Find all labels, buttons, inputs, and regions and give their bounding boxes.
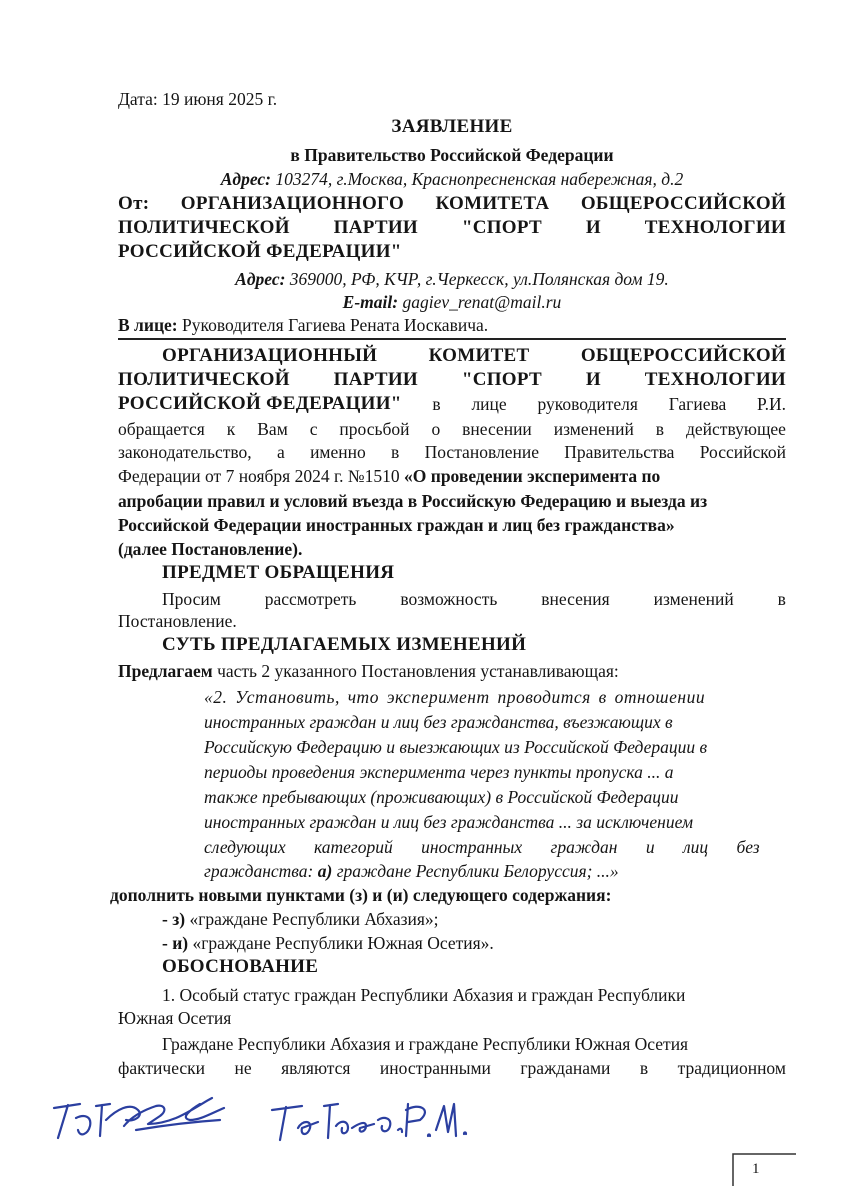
body-word: ПОЛИТИЧЕСКОЙ bbox=[118, 369, 290, 390]
representative bbox=[118, 314, 488, 336]
body-word: Российской bbox=[699, 442, 786, 462]
proposal-line bbox=[118, 660, 619, 682]
body-word: ОРГАНИЗАЦИОННЫЙ bbox=[162, 345, 378, 366]
body-word: иностранными bbox=[379, 1058, 491, 1078]
sender-email bbox=[118, 291, 786, 313]
sender-word: И bbox=[585, 217, 601, 238]
quote-line: «2. Установить, что эксперимент проводится в отношении bbox=[204, 687, 706, 707]
representative-value: Руководителя Гагиева Рената Иоскавича. bbox=[182, 315, 489, 335]
body-word: ОБЩЕРОССИЙСКОЙ bbox=[580, 345, 786, 366]
item-prefix: - з) bbox=[162, 909, 186, 929]
header-divider bbox=[118, 338, 786, 340]
body-line bbox=[118, 465, 660, 487]
body-word: Просим bbox=[162, 589, 221, 609]
body-word: в bbox=[391, 442, 400, 462]
body-word: законодательство, bbox=[118, 442, 252, 462]
item-prefix: - и) bbox=[162, 933, 189, 953]
sender-line-2 bbox=[118, 217, 786, 239]
body-word: изменений bbox=[653, 589, 734, 609]
quote-line: иностранных граждан и лиц без гражданства ... за исключением bbox=[204, 812, 694, 832]
quote-line: иностранных граждан и лиц без гражданства, въезжающих в bbox=[204, 712, 673, 732]
body-word: ПАРТИИ bbox=[333, 369, 419, 390]
body-word: рассмотреть bbox=[264, 589, 357, 609]
body-line: (далее Постановление). bbox=[118, 539, 303, 559]
body-line: Российской Федерации иностранных граждан и лиц без гражданства» bbox=[118, 515, 675, 535]
quote-text: граждане Республики Белоруссия; ...» bbox=[336, 861, 619, 881]
sender-word: ПАРТИИ bbox=[333, 217, 419, 238]
sender-address bbox=[118, 268, 786, 290]
page-number: 1 bbox=[752, 1161, 760, 1177]
proposal-text: часть 2 указанного Постановления устанавливающая: bbox=[217, 661, 619, 681]
body-word: руководителя bbox=[537, 394, 638, 414]
body-word: действующее bbox=[686, 419, 786, 439]
representative-label: В лице: bbox=[118, 315, 178, 335]
body-word: "СПОРТ bbox=[461, 369, 542, 390]
supplement-line: дополнить новыми пунктами (з) и (и) следующего содержания: bbox=[110, 885, 612, 905]
body-word: о bbox=[431, 419, 441, 439]
body-line bbox=[118, 369, 786, 391]
body-line bbox=[118, 393, 786, 415]
body-word: а bbox=[276, 442, 285, 462]
body-text: Федерации от 7 ноября 2024 г. №1510 bbox=[118, 466, 400, 486]
new-item-z bbox=[162, 908, 439, 930]
email-value: gagiev_renat@mail.ru bbox=[402, 292, 562, 312]
body-word: в bbox=[432, 394, 441, 414]
body-word: возможность bbox=[400, 589, 498, 609]
body-word: лице bbox=[471, 394, 507, 414]
section-heading-justification: ОБОСНОВАНИЕ bbox=[162, 956, 319, 977]
recipient: в Правительство Российской Федерации bbox=[290, 145, 614, 165]
item-text: «граждане Республики Южная Осетия». bbox=[192, 933, 494, 953]
body-line bbox=[162, 588, 786, 610]
body-word: к bbox=[226, 419, 236, 439]
body-word: традиционном bbox=[677, 1058, 786, 1078]
body-bold: РОССИЙСКОЙ ФЕДЕРАЦИИ" bbox=[118, 393, 402, 414]
body-word: ТЕХНОЛОГИИ bbox=[644, 369, 786, 390]
body-word: И bbox=[585, 369, 601, 390]
sender-word: "СПОРТ bbox=[461, 217, 542, 238]
body-word: именно bbox=[310, 442, 366, 462]
quote-line: периоды проведения эксперимента через пункты пропуска ... а bbox=[204, 762, 674, 782]
body-word: просьбой bbox=[339, 419, 410, 439]
email-label: E-mail: bbox=[342, 292, 399, 312]
body-word: Правительства bbox=[564, 442, 675, 462]
body-word: в bbox=[639, 1058, 649, 1078]
item-text: «граждане Республики Абхазия»; bbox=[189, 909, 439, 929]
body-word: фактически bbox=[118, 1058, 206, 1078]
body-word: с bbox=[309, 419, 318, 439]
quote-line bbox=[204, 860, 619, 882]
body-line: Южная Осетия bbox=[118, 1008, 232, 1028]
body-bold: «О проведении эксперимента по bbox=[404, 466, 661, 486]
body-word: в bbox=[655, 419, 665, 439]
sender-word: КОМИТЕТА bbox=[435, 193, 550, 214]
recipient-address-label: Адрес: bbox=[220, 169, 271, 189]
sender-word: ПОЛИТИЧЕСКОЙ bbox=[118, 217, 290, 238]
body-line bbox=[118, 418, 786, 440]
recipient-address-value: 103274, г.Москва, Краснопресненская набережная, д.2 bbox=[275, 169, 684, 189]
new-item-i bbox=[162, 932, 494, 954]
recipient-address bbox=[118, 168, 786, 190]
proposal-bold: Предлагаем bbox=[118, 661, 213, 681]
sender-line-1 bbox=[118, 193, 786, 215]
body-line bbox=[118, 1057, 786, 1079]
body-word: гражданами bbox=[520, 1058, 611, 1078]
sender-address-label: Адрес: bbox=[235, 269, 286, 289]
body-word: Р.И. bbox=[757, 394, 786, 414]
body-line bbox=[162, 345, 786, 367]
section-heading-changes: СУТЬ ПРЕДЛАГАЕМЫХ ИЗМЕНЕНИЙ bbox=[162, 634, 527, 655]
sender-word: ТЕХНОЛОГИИ bbox=[644, 217, 786, 238]
section-heading-subject: ПРЕДМЕТ ОБРАЩЕНИЯ bbox=[162, 562, 395, 583]
body-word: Гагиева bbox=[668, 394, 727, 414]
quote-bold: а) bbox=[317, 861, 333, 881]
body-word: изменений bbox=[553, 419, 634, 439]
body-line: Постановление. bbox=[118, 611, 237, 631]
sender-word: ОРГАНИЗАЦИОННОГО bbox=[180, 193, 405, 214]
body-line bbox=[118, 441, 786, 463]
sender-address-value: 369000, РФ, КЧР, г.Черкесск, ул.Полянская дом 19. bbox=[289, 269, 669, 289]
quote-line: также пребывающих (проживающих) в Российской Федерации bbox=[204, 787, 679, 807]
document-title: ЗАЯВЛЕНИЕ bbox=[391, 116, 513, 137]
body-word: являются bbox=[281, 1058, 351, 1078]
body-word: в bbox=[777, 589, 786, 609]
body-word: не bbox=[234, 1058, 252, 1078]
quote-line: Российскую Федерацию и выезжающих из Российской Федерации в bbox=[204, 737, 708, 757]
body-word: внесении bbox=[462, 419, 532, 439]
body-word: КОМИТЕТ bbox=[428, 345, 530, 366]
handwritten-signature bbox=[40, 1080, 480, 1150]
quote-text: гражданства: bbox=[204, 861, 314, 881]
body-line: Граждане Республики Абхазия и граждане Республики Южная Осетия bbox=[162, 1034, 689, 1054]
body-line: 1. Особый статус граждан Республики Абхазия и граждан Республики bbox=[162, 985, 686, 1005]
body-line: апробации правил и условий въезда в Российскую Федерацию и выезда из bbox=[118, 491, 708, 511]
body-word: внесения bbox=[541, 589, 610, 609]
sender-line-3: РОССИЙСКОЙ ФЕДЕРАЦИИ" bbox=[118, 241, 402, 262]
body-word: Постановление bbox=[424, 442, 539, 462]
sender-word: ОБЩЕРОССИЙСКОЙ bbox=[580, 193, 786, 214]
date-line: Дата: 19 июня 2025 г. bbox=[118, 89, 278, 109]
sender-label: От: bbox=[118, 193, 150, 214]
quote-line: следующих категорий иностранных граждан и лиц без bbox=[204, 837, 760, 857]
body-word: обращается bbox=[118, 419, 205, 439]
body-word: Вам bbox=[257, 419, 288, 439]
page-number-frame bbox=[732, 1150, 796, 1186]
